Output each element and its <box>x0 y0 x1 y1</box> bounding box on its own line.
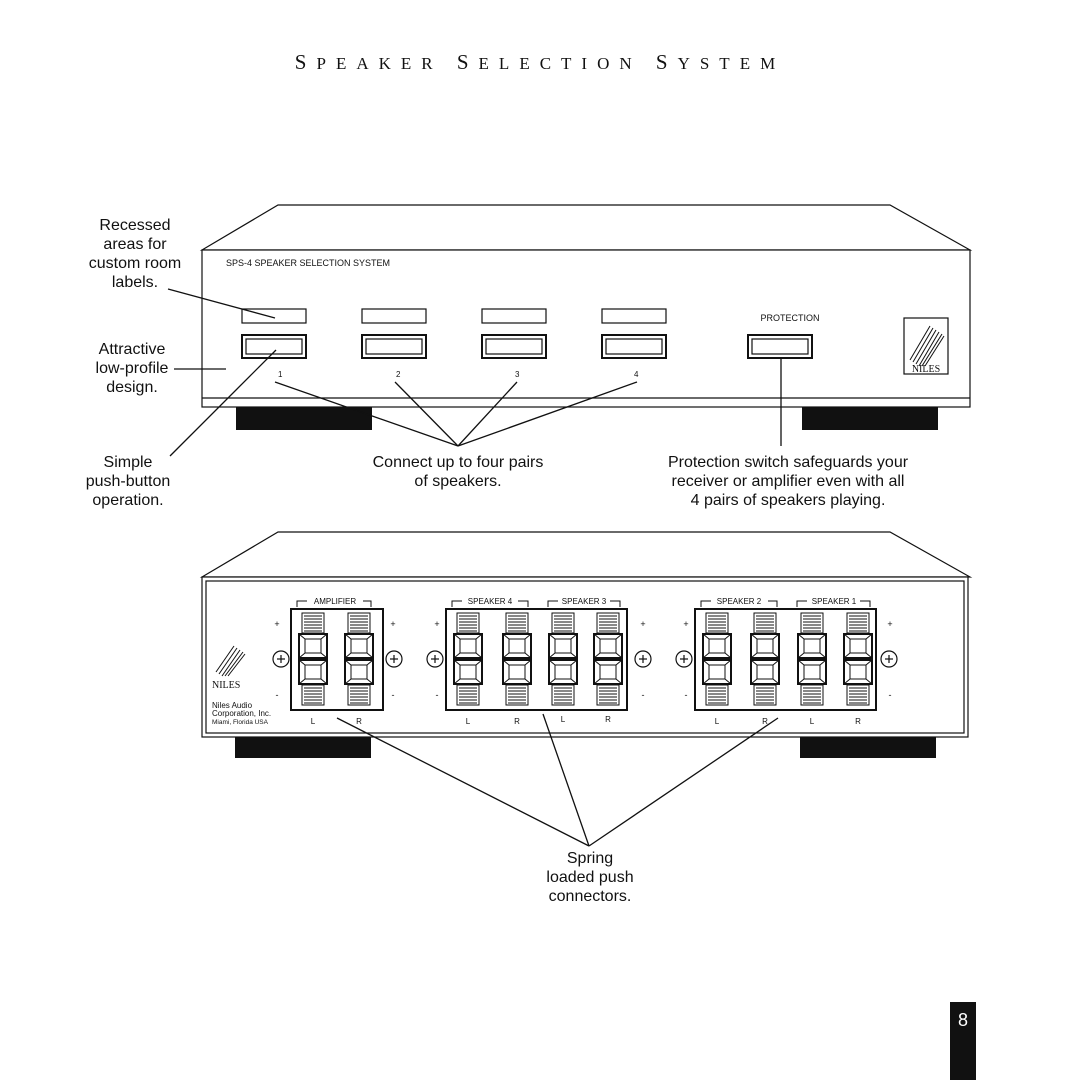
plus-sign: + <box>683 619 689 629</box>
callout-line: areas for <box>103 236 167 253</box>
button-number-2: 2 <box>396 370 401 379</box>
minus-sign: - <box>391 690 395 700</box>
callout-recessed-areas <box>80 216 190 292</box>
company-location: Miami, Florida USA <box>212 719 268 726</box>
callout-line: Recessed <box>99 217 171 234</box>
spring-connector[interactable] <box>751 613 779 705</box>
group-label-amplifier: AMPLIFIER <box>313 597 357 606</box>
channel-label-r: R <box>855 717 861 726</box>
callout-line: operation. <box>92 492 164 509</box>
callout-line: Attractive <box>98 341 166 358</box>
minus-sign: - <box>684 690 688 700</box>
spring-connector[interactable] <box>844 613 872 705</box>
group-label-speaker-4: SPEAKER 4 <box>467 597 513 606</box>
callout-four-pairs <box>348 453 568 491</box>
callout-push-button <box>70 453 186 510</box>
channel-label-l: L <box>465 717 471 726</box>
callout-line: receiver or amplifier even with all <box>671 473 905 490</box>
callout-line: design. <box>106 379 158 396</box>
plus-sign: + <box>390 619 396 629</box>
callout-line: Protection switch safeguards your <box>667 454 909 471</box>
plus-sign: + <box>434 619 440 629</box>
protection-label: PROTECTION <box>760 313 820 323</box>
minus-sign: - <box>641 690 645 700</box>
page-number: 8 <box>950 1002 976 1080</box>
callout-line: of speakers. <box>414 473 502 490</box>
channel-label-r: R <box>605 715 611 724</box>
channel-label-r: R <box>762 717 768 726</box>
spring-connector[interactable] <box>703 613 731 705</box>
callout-line: loaded push <box>546 869 634 886</box>
callout-line: low-profile <box>95 360 169 377</box>
callout-line: push-button <box>85 473 171 490</box>
callout-line: 4 pairs of speakers playing. <box>690 492 886 509</box>
plus-sign: + <box>274 619 280 629</box>
button-number-3: 3 <box>515 370 520 379</box>
channel-label-l: L <box>310 717 316 726</box>
front-right-foot <box>802 407 938 430</box>
group-label-speaker-1: SPEAKER 1 <box>811 597 857 606</box>
spring-connector[interactable] <box>299 613 327 705</box>
callout-spring-connectors <box>520 849 660 906</box>
company-name: Niles Audio <box>212 701 253 710</box>
minus-sign: - <box>888 690 892 700</box>
spring-connector[interactable] <box>503 613 531 705</box>
callout-low-profile <box>80 340 184 397</box>
group-label-speaker-2: SPEAKER 2 <box>716 597 762 606</box>
front-logo-text: NILES <box>911 364 941 375</box>
rear-left-foot <box>235 737 371 758</box>
rear-right-foot <box>800 737 936 758</box>
channel-label-l: L <box>714 717 720 726</box>
channel-label-l: L <box>809 717 815 726</box>
front-left-foot <box>236 407 372 430</box>
plus-sign: + <box>887 619 893 629</box>
callout-protection <box>640 453 936 510</box>
minus-sign: - <box>435 690 439 700</box>
spring-connector[interactable] <box>549 613 577 705</box>
spring-connector[interactable] <box>454 613 482 705</box>
callout-line: labels. <box>111 274 159 291</box>
company-corp: Corporation, Inc. <box>212 709 272 718</box>
plus-sign: + <box>640 619 646 629</box>
callout-line: Connect up to four pairs <box>372 454 544 471</box>
spring-connector[interactable] <box>345 613 373 705</box>
callout-line: custom room <box>88 255 182 272</box>
minus-sign: - <box>275 690 279 700</box>
channel-label-l: L <box>560 715 566 724</box>
rear-logo-text: NILES <box>212 680 241 691</box>
group-label-speaker-3: SPEAKER 3 <box>561 597 607 606</box>
button-number-1: 1 <box>278 370 283 379</box>
callout-line: connectors. <box>548 888 632 905</box>
spring-connector[interactable] <box>594 613 622 705</box>
channel-label-r: R <box>356 717 362 726</box>
callout-line: Simple <box>103 454 153 471</box>
model-label: SPS-4 SPEAKER SELECTION SYSTEM <box>226 258 391 268</box>
page-heading: SPEAKER SELECTION SYSTEM <box>294 50 786 74</box>
button-number-4: 4 <box>634 370 639 379</box>
spring-connector[interactable] <box>798 613 826 705</box>
channel-label-r: R <box>514 717 520 726</box>
callout-line: Spring <box>566 850 614 867</box>
